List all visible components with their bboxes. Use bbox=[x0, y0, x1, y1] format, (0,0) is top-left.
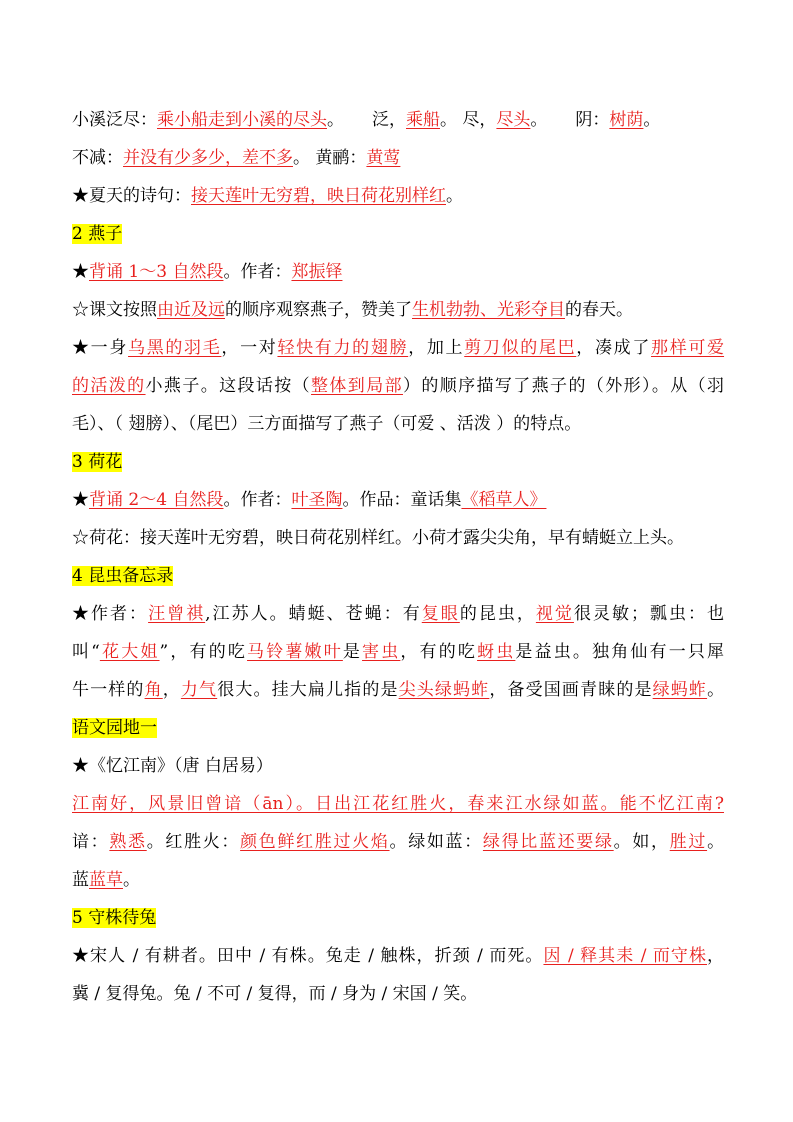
answer: 整体到局部 bbox=[311, 376, 403, 396]
text: 蓝 bbox=[72, 870, 89, 890]
line-summer-poem bbox=[72, 186, 724, 206]
text: 的昆虫， bbox=[459, 604, 536, 624]
answer: 花大姐 bbox=[99, 642, 160, 662]
text: 。作者： bbox=[223, 490, 292, 510]
text: 冀 / 复得兔。兔 / 不可 / 复得，而 / 身为 / 宋国 / 笑。 bbox=[72, 984, 478, 1004]
line-bujian bbox=[72, 148, 724, 168]
answer: 树荫 bbox=[609, 110, 644, 130]
answer: 黄莺 bbox=[366, 148, 401, 168]
answer: 乌黑的羽毛 bbox=[128, 338, 222, 358]
line-yijiangnan-title bbox=[72, 756, 724, 776]
answer: 并没有少多少，差不多 bbox=[123, 148, 293, 168]
answer: 角 bbox=[144, 680, 163, 700]
answer: 由近及远 bbox=[157, 300, 225, 320]
text: 毛）、（ 翅膀）、（尾巴）三方面描写了燕子（可爱 、活泼 ）的特点。 bbox=[72, 414, 582, 434]
text: 。 bbox=[707, 680, 725, 700]
text: ★一身 bbox=[72, 338, 129, 358]
section-heading-kunchong bbox=[72, 566, 724, 586]
line-yanzi-recite bbox=[72, 262, 724, 282]
text: ， bbox=[707, 946, 725, 966]
text: 。 bbox=[707, 832, 725, 852]
answer: 胜过 bbox=[669, 832, 708, 852]
line-lancao bbox=[72, 870, 724, 890]
text: 。 bbox=[643, 110, 661, 130]
text: ★宋人 / 有耕者。田中 / 有株。兔走 / 触株，折颈 / 而死。 bbox=[72, 946, 544, 966]
text: ☆课文按照 bbox=[72, 300, 157, 320]
text: ，有的吃 bbox=[400, 642, 478, 662]
answer: 尽头 bbox=[496, 110, 531, 130]
line-yanzi-desc-3 bbox=[72, 414, 724, 434]
text: 很灵敏；瓢虫：也 bbox=[573, 604, 725, 624]
answer: 视觉 bbox=[535, 604, 574, 624]
section-heading-yanzi bbox=[72, 224, 724, 244]
answer: 叶圣陶 bbox=[291, 490, 343, 510]
line-shouzhu-1 bbox=[72, 946, 724, 966]
answer: 因 / 释其耒 / 而守株 bbox=[543, 946, 708, 966]
text: 阴： bbox=[575, 110, 610, 130]
text: ★《忆江南》（唐 白居易） bbox=[72, 756, 273, 776]
text: 。 bbox=[530, 110, 548, 130]
text: 。 bbox=[446, 186, 463, 206]
line-kunchong-1 bbox=[72, 604, 724, 624]
line-yijiangnan-notes bbox=[72, 832, 724, 852]
answer: 马铃薯嫩叶 bbox=[247, 642, 343, 662]
text: 。 尽， bbox=[440, 110, 497, 130]
answer: 郑振铎 bbox=[291, 262, 343, 282]
answer: 那样可爱 bbox=[651, 338, 725, 358]
section-heading-shouzhu bbox=[72, 908, 724, 928]
text: 。 bbox=[123, 870, 140, 890]
answer: 乘小船走到小溪的尽头 bbox=[157, 110, 327, 130]
text: 。 bbox=[327, 110, 344, 130]
section-title: 5 守株待兔 bbox=[72, 908, 157, 928]
answer: 颜色鲜红胜过火焰 bbox=[240, 832, 390, 852]
term-label: 小溪泛尽： bbox=[72, 110, 157, 130]
line-hehua-recite bbox=[72, 490, 724, 510]
line-xiaoxi bbox=[72, 110, 724, 130]
text: ，备受国画青睐的是 bbox=[489, 680, 653, 700]
line-shouzhu-2 bbox=[72, 984, 724, 1004]
text: 。作品：童话集 bbox=[342, 490, 462, 510]
text: 。作者： bbox=[223, 262, 292, 282]
text: 是益虫。独角仙有一只犀 bbox=[515, 642, 725, 662]
star-icon: ★ bbox=[72, 262, 89, 282]
line-hehua-poem bbox=[72, 528, 724, 548]
text: 牛一样的 bbox=[72, 680, 145, 700]
line-yanzi-order bbox=[72, 300, 724, 320]
line-kunchong-3 bbox=[72, 680, 724, 700]
answer: 轻快有力的翅膀 bbox=[277, 338, 409, 358]
star-icon: ★ bbox=[72, 490, 89, 510]
text: ”，有的吃 bbox=[159, 642, 248, 662]
answer: 的活泼的 bbox=[72, 376, 146, 396]
answer: 汪曾祺 bbox=[148, 604, 206, 624]
section-title: 4 昆虫备忘录 bbox=[72, 566, 174, 586]
answer: 绿得比蓝还要绿 bbox=[482, 832, 614, 852]
section-heading-yuanddi bbox=[72, 718, 724, 738]
answer: 背诵 2～4 自然段 bbox=[89, 490, 224, 510]
text: ☆荷花：接天莲叶无穷碧，映日荷花别样红。小荷才露尖尖角，早有蜻蜓立上头。 bbox=[72, 528, 684, 548]
text: ,江苏人。蜻蜓、苍蝇：有 bbox=[205, 604, 422, 624]
text: 谙： bbox=[72, 832, 110, 852]
answer: 接天莲叶无穷碧，映日荷花别样红 bbox=[191, 186, 446, 206]
text: ★夏天的诗句： bbox=[72, 186, 191, 206]
answer: 害虫 bbox=[362, 642, 401, 662]
text: ，一对 bbox=[221, 338, 278, 358]
text: ）的顺序描写了燕子的（外形）。从（羽 bbox=[402, 376, 725, 396]
answer: 生机勃勃、光彩夺目 bbox=[412, 300, 565, 320]
line-yijiangnan-poem bbox=[72, 794, 724, 814]
text: ， bbox=[162, 680, 181, 700]
text: 。如， bbox=[613, 832, 670, 852]
answer: 背诵 1～3 自然段 bbox=[89, 262, 224, 282]
section-title: 3 荷花 bbox=[72, 452, 123, 472]
text: 很大。挂大扁儿指的是 bbox=[217, 680, 399, 700]
text: 。 黄鹂： bbox=[293, 148, 367, 168]
answer: 江南好，风景旧曾谙（ān）。日出江花红胜火，春来江水绿如蓝。能不忆江南? bbox=[72, 794, 724, 814]
answer: 《稻草人》 bbox=[461, 490, 547, 510]
answer: 熟悉 bbox=[109, 832, 147, 852]
section-heading-hehua bbox=[72, 452, 724, 472]
answer: 蚜虫 bbox=[477, 642, 516, 662]
line-yanzi-desc-2 bbox=[72, 376, 724, 396]
text: ，加上 bbox=[408, 338, 465, 358]
text: 。红胜火： bbox=[146, 832, 241, 852]
answer: 蓝草 bbox=[89, 870, 123, 890]
line-yanzi-desc-1 bbox=[72, 338, 724, 358]
answer: 乘船 bbox=[406, 110, 440, 130]
answer: 力气 bbox=[180, 680, 218, 700]
section-title: 2 燕子 bbox=[72, 224, 123, 244]
section-title: 语文园地一 bbox=[72, 718, 157, 738]
text: 是 bbox=[342, 642, 363, 662]
text: 的顺序观察燕子，赞美了 bbox=[225, 300, 412, 320]
answer: 剪刀似的尾巴 bbox=[464, 338, 577, 358]
answer: 复眼 bbox=[421, 604, 460, 624]
answer: 尖头绿蚂蚱 bbox=[398, 680, 490, 700]
text: 泛， bbox=[372, 110, 406, 130]
text: ★作者： bbox=[72, 604, 149, 624]
answer: 绿蚂蚱 bbox=[652, 680, 708, 700]
text: 不减： bbox=[72, 148, 123, 168]
text: 小燕子。这段话按（ bbox=[145, 376, 312, 396]
text: ，凑成了 bbox=[576, 338, 652, 358]
text: 的春天。 bbox=[565, 300, 633, 320]
text: 。绿如蓝： bbox=[389, 832, 483, 852]
text: 叫“ bbox=[72, 642, 100, 662]
line-kunchong-2 bbox=[72, 642, 724, 662]
